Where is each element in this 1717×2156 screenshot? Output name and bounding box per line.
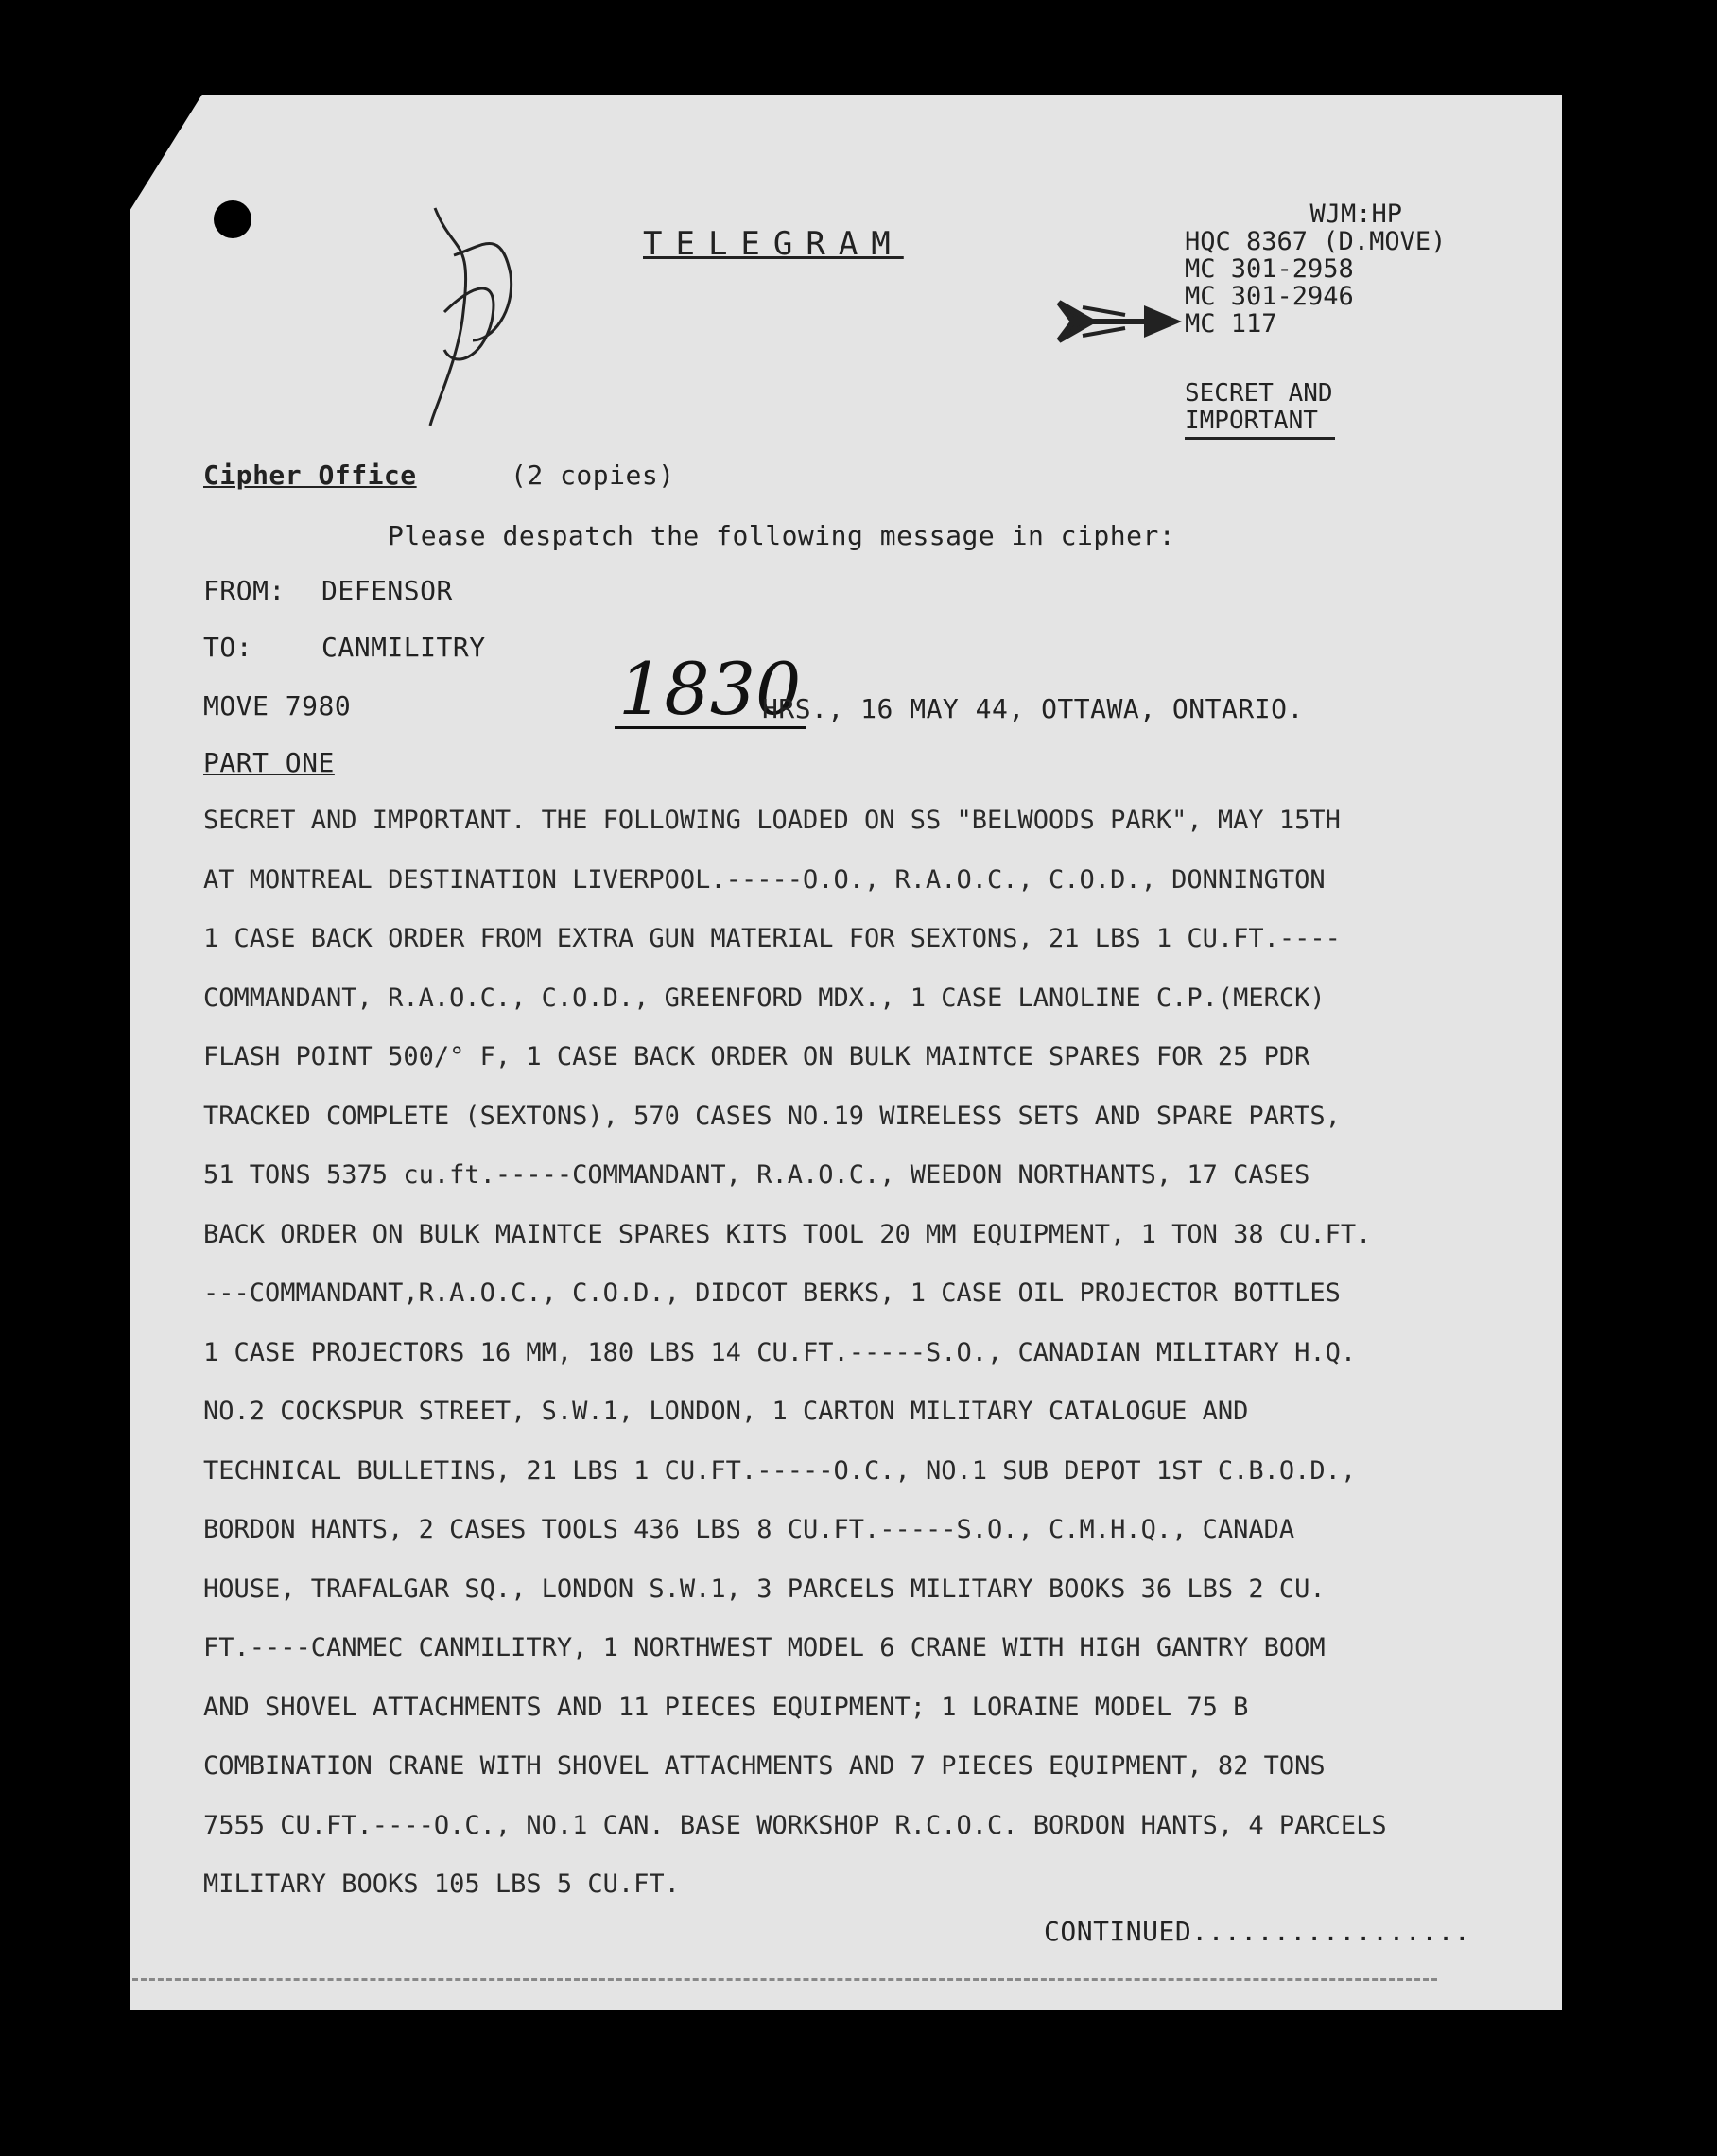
body-line: TECHNICAL BULLETINS, 21 LBS 1 CU.FT.-----O.C., NO.1 SUB DEPOT 1ST C.B.O.D., [203,1455,1357,1486]
arrow-pointer-icon [1054,288,1187,355]
from-label: FROM: [203,575,286,606]
body-line: ---COMMANDANT,R.A.O.C., C.O.D., DIDCOT BERKS, 1 CASE OIL PROJECTOR BOTTLES [203,1278,1341,1308]
body-line: FLASH POINT 500/° F, 1 CASE BACK ORDER ON BULK MAINTCE SPARES FOR 25 PDR [203,1042,1310,1071]
message-body [203,802,1518,1925]
body-line: SECRET AND IMPORTANT. THE FOLLOWING LOADED ON SS "BELWOODS PARK", MAY 15TH [203,806,1341,835]
from-value: DEFENSOR [321,575,453,606]
addressee: Cipher Office [203,460,417,491]
to-label: TO: [203,632,253,663]
body-line: 1 CASE PROJECTORS 16 MM, 180 LBS 14 CU.FT.-----S.O., CANADIAN MILITARY H.Q. [203,1337,1357,1367]
move-reference: MOVE 7980 [203,690,352,722]
body-line: COMBINATION CRANE WITH SHOVEL ATTACHMENTS AND 7 PIECES EQUIPMENT, 82 TONS [203,1751,1326,1781]
body-line: COMMANDANT, R.A.O.C., C.O.D., GREENFORD MDX., 1 CASE LANOLINE C.P.(MERCK) [203,982,1326,1013]
body-line: BORDON HANTS, 2 CASES TOOLS 436 LBS 8 CU.FT.-----S.O., C.M.H.Q., CANADA [203,1515,1295,1544]
handwritten-time: 1830 [615,652,806,729]
page-title: TELEGRAM [643,225,904,263]
body-line: NO.2 COCKSPUR STREET, S.W.1, LONDON, 1 CARTON MILITARY CATALOGUE AND [203,1397,1249,1426]
body-line: HOUSE, TRAFALGAR SQ., LONDON S.W.1, 3 PARCELS MILITARY BOOKS 36 LBS 2 CU. [203,1574,1326,1604]
reference-block [1185,200,1446,338]
copies-note: (2 copies) [511,460,675,491]
ref-line: MC 117 [1185,309,1277,339]
classification [1185,380,1335,435]
body-line: FT.----CANMEC CANMILITRY, 1 NORTHWEST MODEL 6 CRANE WITH HIGH GANTRY BOOM [203,1633,1326,1662]
classification-line: SECRET AND [1185,379,1333,408]
instruction: Please despatch the following message in cipher: [388,520,1176,551]
dateline: HRS., 16 MAY 44, OTTAWA, ONTARIO. [762,693,1304,724]
body-line: 7555 CU.FT.----O.C., NO.1 CAN. BASE WORKSHOP R.C.O.C. BORDON HANTS, 4 PARCELS [203,1810,1387,1840]
handwritten-initials [416,199,529,435]
body-line: 1 CASE BACK ORDER FROM EXTRA GUN MATERIAL FOR SEXTONS, 21 LBS 1 CU.FT.---- [203,924,1341,953]
body-line: 51 TONS 5375 cu.ft.-----COMMANDANT, R.A.O.C., WEEDON NORTHANTS, 17 CASES [203,1160,1310,1190]
punch-hole [214,200,251,238]
body-line: MILITARY BOOKS 105 LBS 5 CU.FT. [203,1869,680,1899]
body-line: BACK ORDER ON BULK MAINTCE SPARES KITS TOOL 20 MM EQUIPMENT, 1 TON 38 CU.FT. [203,1219,1372,1249]
typist-initials: WJM:HP [1309,200,1402,229]
ref-line: MC 301-2958 [1185,254,1354,284]
ref-line: MC 301-2946 [1185,282,1354,311]
body-line: AND SHOVEL ATTACHMENTS AND 11 PIECES EQUIPMENT; 1 LORAINE MODEL 75 B [203,1692,1249,1722]
body-line: TRACKED COMPLETE (SEXTONS), 570 CASES NO.19 WIRELESS SETS AND SPARE PARTS, [203,1101,1341,1131]
to-value: CANMILITRY [321,632,486,663]
body-line: AT MONTREAL DESTINATION LIVERPOOL.-----O.O., R.A.O.C., C.O.D., DONNINGTON [203,864,1326,895]
bottom-rule [132,1978,1437,1981]
ref-line: HQC 8367 (D.MOVE) [1185,227,1447,256]
continued-note: CONTINUED................. [1044,1916,1471,1947]
part-heading: PART ONE [203,747,335,778]
classification-line: IMPORTANT [1185,407,1335,440]
